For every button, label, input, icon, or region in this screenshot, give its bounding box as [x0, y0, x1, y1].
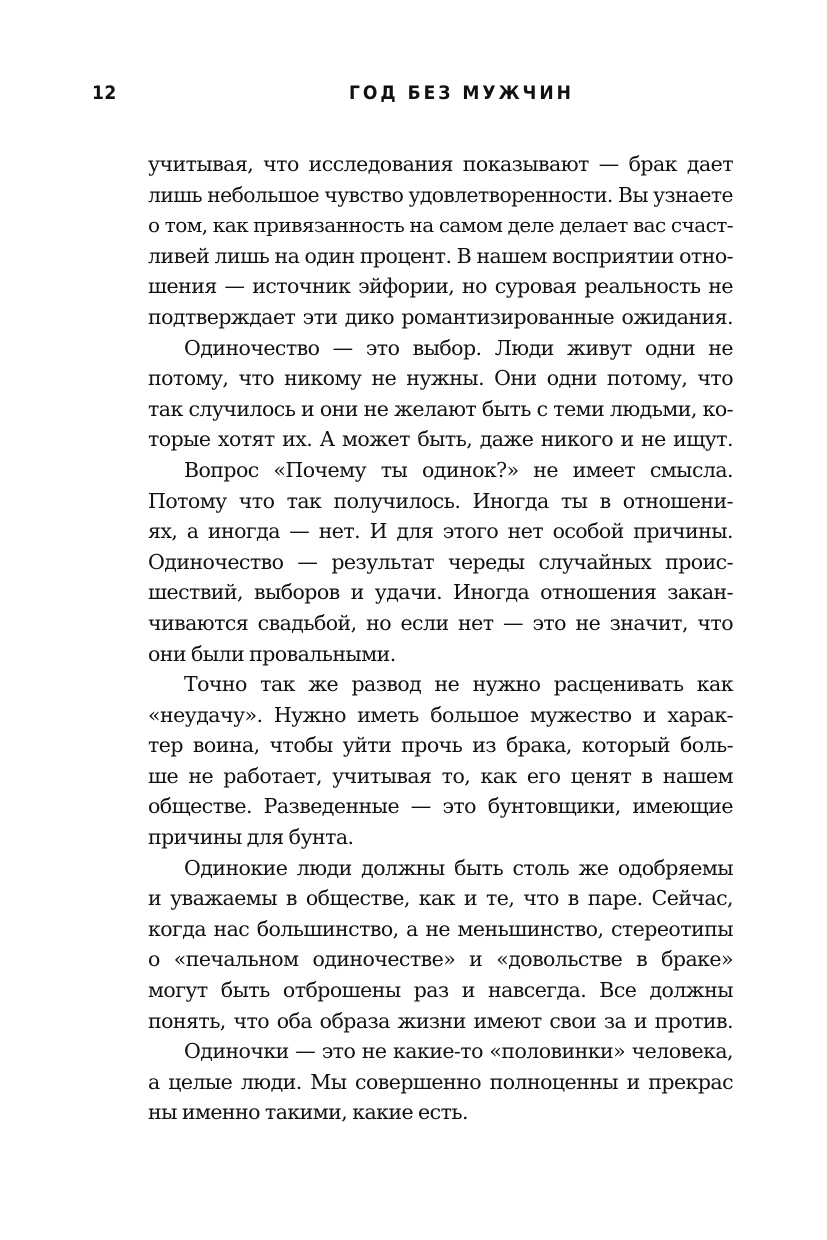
text-line: потому, что никому не нужны. Они одни потому, что: [148, 366, 733, 391]
paragraph: [148, 669, 733, 853]
text-line: чиваются свадьбой, но если нет — это не значит, что: [148, 610, 733, 635]
text-line: а целые люди. Мы совершенно полноценны и прекрас: [148, 1069, 733, 1094]
text-line: «неудачу». Нужно иметь большое мужество и харак-: [148, 702, 733, 727]
paragraph: [148, 455, 733, 669]
text-line: Одиночество — результат череды случайных проис-: [148, 549, 733, 574]
text-line: Потому что так получилось. Иногда ты в отношени-: [148, 488, 733, 513]
text-line: о «печальном одиночестве» и «довольстве в браке»: [148, 947, 733, 972]
text-line: шения — источник эйфории, но суровая реальность не: [148, 274, 733, 299]
text-line: Одиночество — это выбор. Люди живут одни не: [184, 335, 733, 360]
text-line: шествий, выборов и удачи. Иногда отношения закан-: [148, 580, 733, 605]
text-line: подтверждает эти дико романтизированные ожидания.: [148, 304, 733, 329]
text-line: причины для бунта.: [148, 825, 354, 850]
text-line: могут быть отброшены раз и навсегда. Все должны: [148, 978, 733, 1003]
text-line: учитывая, что исследования показывают — брак дает: [148, 152, 733, 176]
paragraph: [148, 333, 733, 455]
paragraph: [148, 149, 733, 333]
text-line: ях, а иногда — нет. И для этого нет особой причины.: [148, 519, 733, 544]
text-line: Вопрос «Почему ты одинок?» не имеет смысла.: [184, 457, 733, 482]
text-line: ше не работает, учитывая то, как его ценят в нашем: [148, 763, 733, 788]
text-line: Одиночки — это не какие-то «половинки» человека,: [184, 1039, 733, 1064]
running-title: ГОД БЕЗ МУЖЧИН: [349, 82, 574, 104]
paragraph: [148, 1036, 733, 1128]
text-line: Точно так же развод не нужно расценивать как: [184, 672, 733, 697]
text-line: обществе. Разведенные — это бунтовщики, имеющие: [148, 794, 733, 819]
text-line: они были провальными.: [148, 641, 396, 666]
body-text: [148, 149, 733, 1128]
text-line: о том, как привязанность на самом деле делает вас счаст-: [148, 213, 733, 238]
text-line: торые хотят их. А может быть, даже никого и не ищут.: [148, 427, 733, 452]
text-line: ны именно такими, какие есть.: [148, 1100, 468, 1125]
paragraph: [148, 853, 733, 1037]
text-line: Одинокие люди должны быть столь же одобряемы: [184, 855, 733, 880]
page-number: 12: [92, 82, 117, 104]
text-line: когда нас большинство, а не меньшинство, стереотипы: [148, 916, 733, 941]
running-header: [0, 82, 827, 112]
text-line: лишь небольшое чувство удовлетворенности. Вы узнаете: [148, 182, 733, 207]
text-line: тер воина, чтобы уйти прочь из брака, который боль-: [148, 733, 733, 758]
text-line: ливей лишь на один процент. В нашем восприятии отно-: [148, 243, 733, 268]
text-line: и уважаемы в обществе, как и те, что в паре. Сейчас,: [148, 886, 733, 911]
text-line: так случилось и они не желают быть с теми людьми, ко-: [148, 396, 733, 421]
text-line: понять, что оба образа жизни имеют свои за и против.: [148, 1008, 733, 1033]
